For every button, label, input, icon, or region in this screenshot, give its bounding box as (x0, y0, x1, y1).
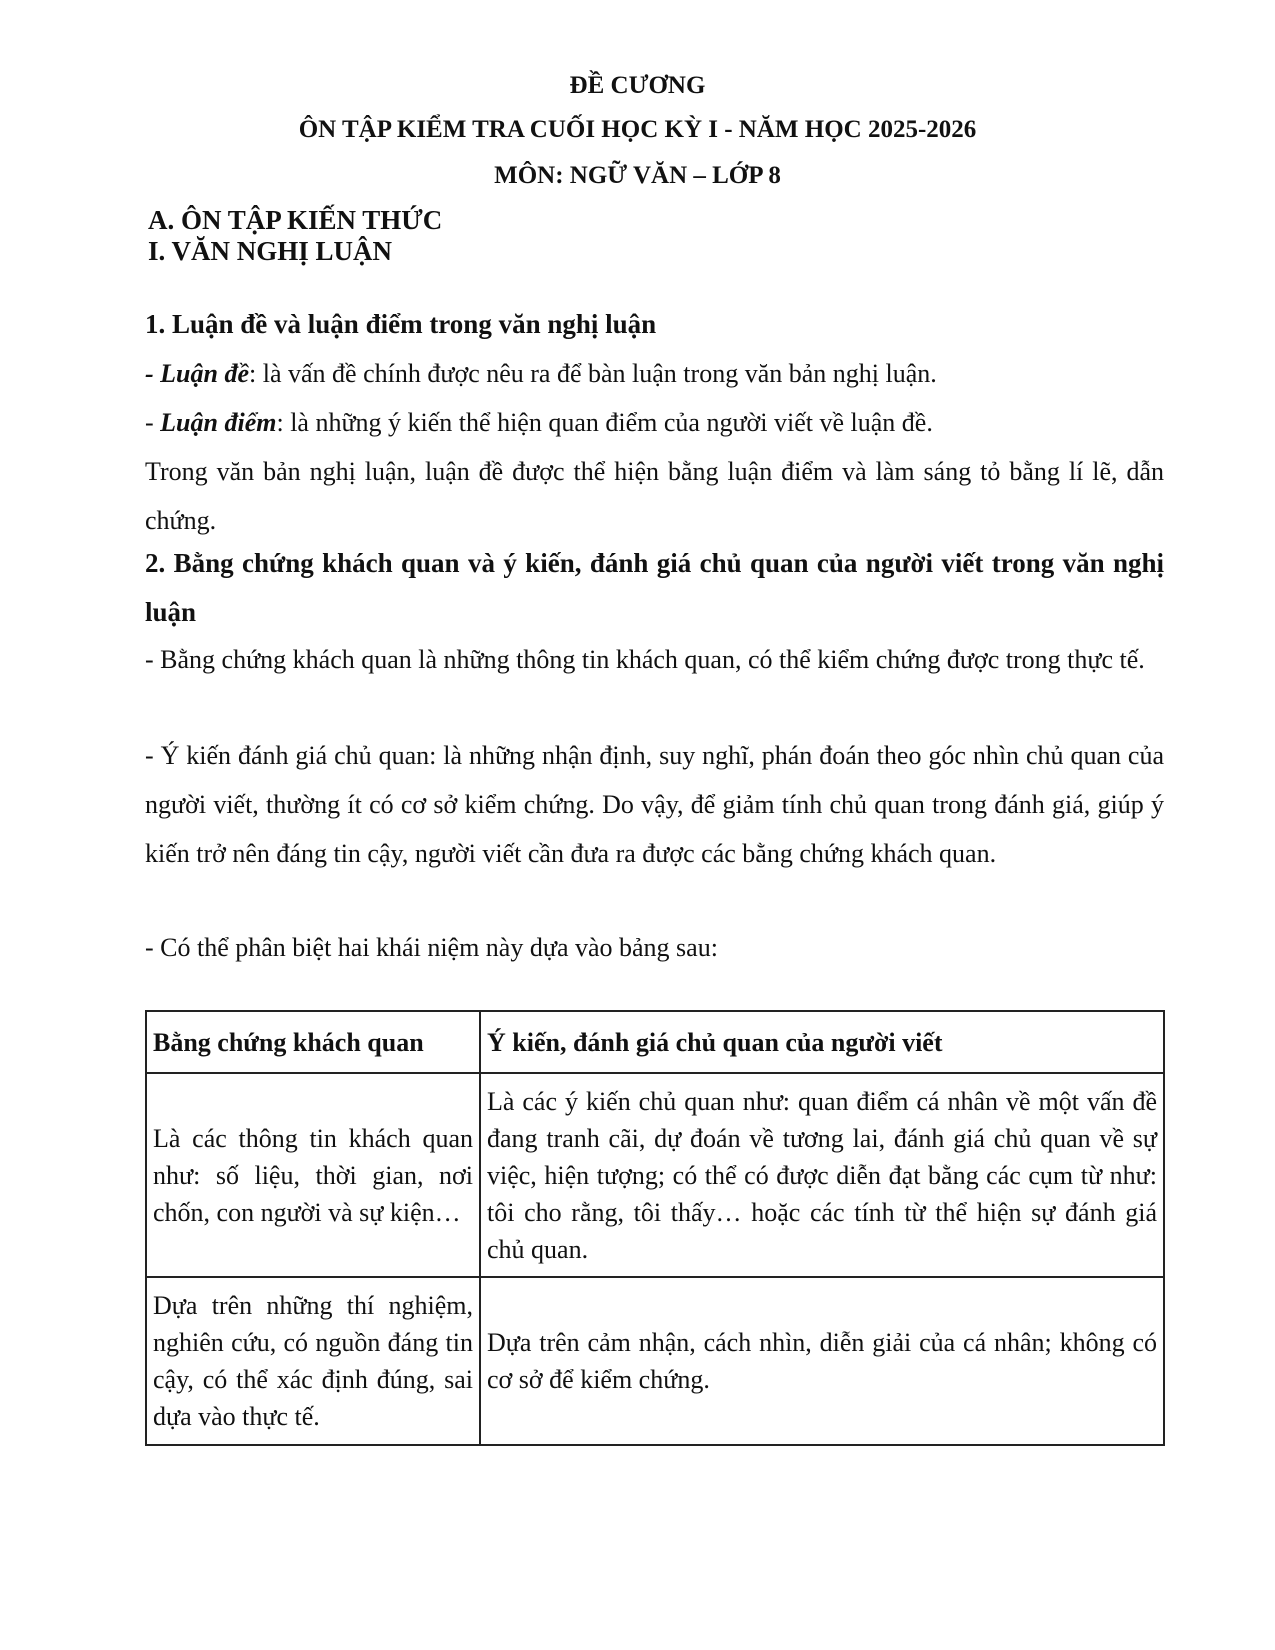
doc-title: ĐỀ CƯƠNG (569, 72, 706, 99)
luan-de-definition (145, 349, 1164, 398)
table-row (146, 1277, 1164, 1445)
table-cell: Là các thông tin khách quan như: số liệu, thời gian, nơi chốn, con người và sự kiện… (146, 1073, 480, 1277)
luan-diem-term: Luận điểm (160, 408, 277, 437)
table-cell: Dựa trên những thí nghiệm, nghiên cứu, có nguồn đáng tin cậy, có thể xác định đúng, sai dựa vào thực tế. (146, 1277, 480, 1445)
comparison-table (145, 1010, 1165, 1446)
luan-de-dash: - (145, 359, 161, 388)
luan-diem-definition (145, 398, 1164, 447)
section-a-heading: A. ÔN TẬP KIẾN THỨC (148, 205, 443, 235)
table-header-cell: Bằng chứng khách quan (146, 1011, 480, 1073)
section-i-heading: I. VĂN NGHỊ LUẬN (148, 236, 393, 266)
part1-summary: Trong văn bản nghị luận, luận đề được thể hiện bằng luận điểm và làm sáng tỏ bằng lí lẽ, dẫn chứng. (145, 457, 1164, 535)
luan-diem-dash: - (145, 408, 161, 437)
objective-evidence-paragraph: - Bằng chứng khách quan là những thông tin khách quan, có thể kiểm chứng được trong thực tế. (145, 645, 1145, 674)
table-header-cell: Ý kiến, đánh giá chủ quan của người viết (480, 1011, 1164, 1073)
luan-de-text: : là vấn đề chính được nêu ra để bàn luận trong văn bản nghị luận. (249, 359, 937, 388)
subjective-opinion-paragraph: - Ý kiến đánh giá chủ quan: là những nhận định, suy nghĩ, phán đoán theo góc nhìn chủ quan của người viết, thường ít có cơ sở kiểm chứng. Do vậy, để giảm tính chủ quan trong đánh giá, giúp ý kiến trở nên đáng tin cậy, người viết cần đưa ra được các bằng chứng khách quan. (145, 741, 1164, 868)
table-row (146, 1073, 1164, 1277)
part2-heading: 2. Bằng chứng khách quan và ý kiến, đánh giá chủ quan của người viết trong văn nghị luận (145, 548, 1164, 627)
table-header-row (146, 1011, 1164, 1073)
luan-diem-text: : là những ý kiến thể hiện quan điểm của người viết về luận đề. (276, 408, 933, 437)
doc-subject: MÔN: NGỮ VĂN – LỚP 8 (494, 162, 781, 189)
table-cell: Dựa trên cảm nhận, cách nhìn, diễn giải của cá nhân; không có cơ sở để kiểm chứng. (480, 1277, 1164, 1445)
luan-de-term: Luận đề (160, 359, 250, 388)
doc-subtitle: ÔN TẬP KIỂM TRA CUỐI HỌC KỲ I - NĂM HỌC 2025-2026 (298, 116, 977, 143)
table-intro: - Có thể phân biệt hai khái niệm này dựa vào bảng sau: (145, 933, 718, 962)
table-cell: Là các ý kiến chủ quan như: quan điểm cá nhân về một vấn đề đang tranh cãi, dự đoán về tương lai, đánh giá chủ quan về sự việc, hiện tượng; có thể có được diễn đạt bằng các cụm từ như: tôi cho rằng, tôi thấy… hoặc các tính từ thể hiện sự đánh giá chủ quan. (480, 1073, 1164, 1277)
part1-heading: 1. Luận đề và luận điểm trong văn nghị luận (145, 309, 657, 339)
